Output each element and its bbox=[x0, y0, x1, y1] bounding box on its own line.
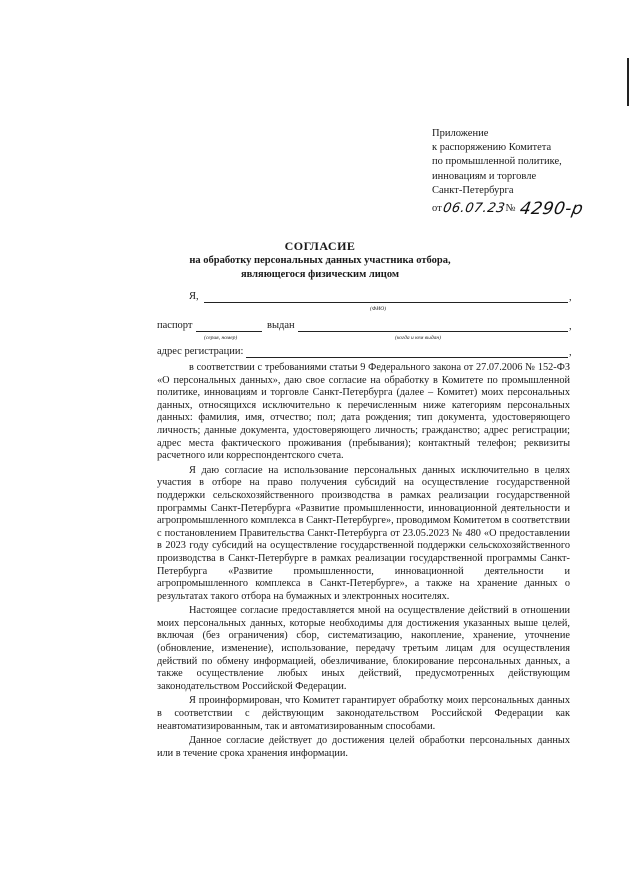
address-line-end: , bbox=[569, 347, 572, 358]
issued-label: выдан bbox=[267, 320, 295, 331]
document-title: СОГЛАСИЕ bbox=[284, 239, 356, 253]
document-subtitle bbox=[0, 254, 640, 281]
fio-hint: (ФИО) bbox=[370, 306, 387, 312]
i-label: Я, bbox=[189, 291, 199, 302]
subtitle-line: на обработку персональных данных участника отбора, bbox=[189, 255, 451, 266]
appendix-line: инновациям и торговле bbox=[432, 170, 537, 182]
issued-by-line[interactable] bbox=[298, 331, 568, 332]
appendix-block bbox=[432, 127, 622, 219]
address-label: адрес регистрации: bbox=[157, 346, 244, 357]
fio-line[interactable] bbox=[204, 302, 568, 303]
paragraph-actions: Настоящее согласие предоставляется мной на осуществление действий в отношении моих персональных данных, которые необходимы для достижения указанных выше целей, включая (без ограничения) сбор, систематизацию, накопление, хранение, уточнение (обновление, изменение), использование, передачу третьим лицам для осуществления действий по обмену информацией, обезличивание, блокирование персональных данных, а также осуществление любых иных действий, предусмотренных действующим законодательством Российской Федерации. bbox=[157, 605, 570, 692]
address-line[interactable] bbox=[246, 357, 568, 358]
number-sign: № bbox=[505, 202, 516, 214]
passport-series-line[interactable] bbox=[196, 331, 262, 332]
appendix-line: по промышленной политике, bbox=[432, 156, 562, 168]
handwritten-order-number: 4290-р bbox=[517, 198, 585, 219]
paragraph-purpose: Я даю согласие на использование персональных данных исключительно в целях участия в отборе на право получения субсидий на осуществление государственной поддержки сельскохозяйственного производства в рамках реализации государственной программы Санкт-Петербурга «Развитие промышленности, инновационной деятельности и агропромышленного комплекса в Санкт-Петербурге», проводимом Комитетом в соответствии с постановлением Правительства Санкт-Петербурга от 23.05.2023 № 480 «О предоставлении в 2023 году субсидий на осуществление государственной поддержки сельскохозяйственного производства в Санкт-Петербурге в рамках реализации государственной программы Санкт-Петербурга «Развитие промышленности, инновационной деятельности и агропромышленного комплекса в Санкт-Петербурге», а также на хранение данных о результатах такого отбора на бумажных и электронных носителях. bbox=[157, 464, 570, 602]
appendix-line: Санкт-Петербурга bbox=[432, 184, 514, 196]
appendix-line: к распоряжению Комитета bbox=[432, 142, 552, 154]
subtitle-line: являющегося физическим лицом bbox=[240, 268, 400, 280]
handwritten-date: 06.07.23 bbox=[441, 200, 507, 216]
series-hint: (серия, номер) bbox=[204, 335, 238, 341]
paragraph-validity: Данное согласие действует до достижения целей обработки персональных данных или в течение срока хранения информации. bbox=[157, 735, 570, 759]
scan-edge-mark bbox=[627, 58, 629, 106]
paragraph-legal-basis: в соответствии с требованиями статьи 9 Федерального закона от 27.07.2006 № 152-ФЗ «О персональных данных», даю свое согласие на обработку в Комитете по промышленной политике, инновациям и торговле Санкт-Петербурга (далее – Комитет) моих персональных данных, относящихся исключительно к перечисленным ниже категориям персональных данных: фамилия, имя, отчество; пол; дата рождения; тип документа, удостоверяющего личность; данные документа, удостоверяющего личность; гражданство; адрес регистрации; адрес места фактического проживания (пребывания); контактный телефон; реквизиты расчетного или корреспондентского счета. bbox=[157, 362, 570, 462]
paragraph-guarantee: Я проинформирован, что Комитет гарантирует обработку моих персональных данных в соответствии с действующим законодательством Российской Федерации как неавтоматизированным, так и автоматизированным способами. bbox=[157, 695, 570, 732]
fio-line-end: , bbox=[569, 292, 572, 303]
issued-hint: (когда и кем выдан) bbox=[395, 335, 441, 341]
passport-label: паспорт bbox=[157, 320, 193, 331]
appendix-line: Приложение bbox=[432, 128, 489, 139]
date-prefix: от bbox=[432, 202, 442, 214]
order-date-number bbox=[432, 198, 622, 219]
consent-body bbox=[157, 362, 570, 760]
passport-line-end: , bbox=[569, 321, 572, 332]
